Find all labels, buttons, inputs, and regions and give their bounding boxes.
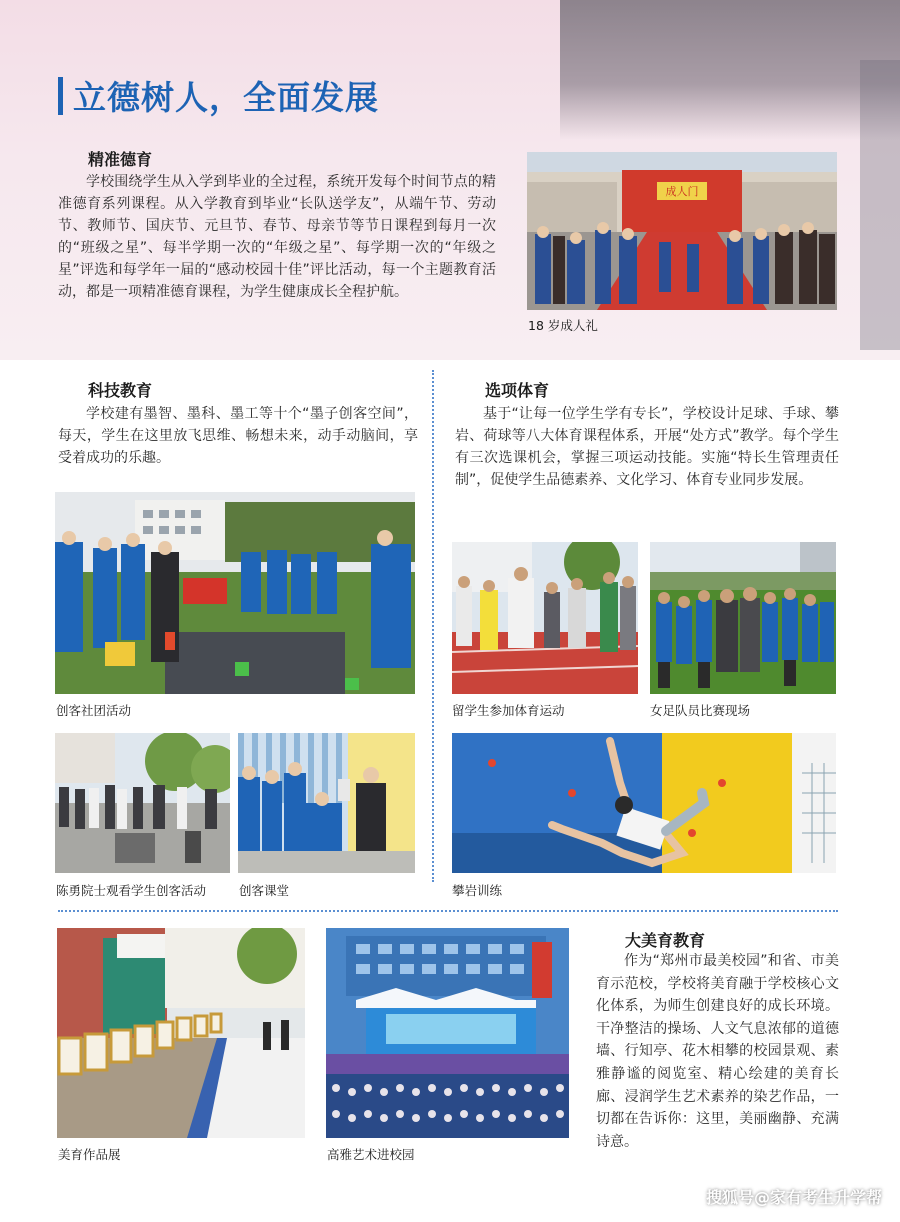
rock-climbing-training-photo	[452, 733, 836, 873]
section-title-moral: 精准德育	[88, 150, 153, 169]
caption-girls-football: 女足队员比赛现场	[650, 703, 751, 718]
art-performance-photo	[326, 928, 569, 1138]
page-header	[58, 72, 379, 119]
column-divider	[432, 370, 434, 882]
caption-maker-club: 创客社团活动	[56, 703, 132, 718]
section-title-sports: 选项体育	[485, 381, 550, 400]
caption-rock-climbing: 攀岩训练	[452, 883, 503, 898]
coming-of-age-ceremony-photo	[527, 152, 837, 310]
girls-football-match-photo	[650, 542, 836, 694]
maker-club-activity-photo	[55, 492, 415, 694]
caption-maker-classroom: 创客课堂	[239, 883, 290, 898]
international-students-sports-photo	[452, 542, 638, 694]
caption-art-exhibition: 美育作品展	[58, 1147, 121, 1162]
academician-visit-photo	[55, 733, 230, 873]
caption-coming-of-age: 18 岁成人礼	[528, 318, 598, 333]
caption-academician-visit: 陈勇院士观看学生创客活动	[56, 883, 207, 898]
gate-sign-text: 成人门	[665, 185, 699, 198]
caption-international-students: 留学生参加体育运动	[452, 703, 565, 718]
page-title: 立德树人，全面发展	[73, 78, 379, 117]
backdrop-pillar	[860, 60, 900, 350]
sports-paragraph: 基于“让每一位学生学有专长”，学校设计足球、手球、攀岩、荷球等八大体育课程体系，开展“处方式”教学。每个学生有三次选课机会，掌握三项运动技能。实施“特长生管理责任制”，促使学生品德素养、文化学习、体育专业同步发展。	[455, 406, 839, 488]
maker-classroom-photo	[238, 733, 415, 873]
tech-paragraph: 学校建有墨智、墨科、墨工等十个“墨子创客空间”，每天，学生在这里放飞思维、畅想未来，动手动脑间，享受着成功的乐趣。	[58, 406, 418, 466]
arts-paragraph: 作为“郑州市最美校园”和省、市美育示范校，学校将美育融于学校核心文化体系，为师生创建良好的成长环境。干净整洁的操场、人文气息浓郁的道德墙、行知亭、花木相攀的校园景观、素雅静谧的阅览室、精心绘建的美育长廊、浸润学生艺术素养的染艺作品，一切都在告诉你：这里，美丽幽静、充满诗意。	[596, 953, 839, 1150]
caption-art-performance: 高雅艺术进校园	[327, 1147, 415, 1162]
header-accent-bar	[58, 77, 63, 115]
section-title-arts: 大美育教育	[625, 931, 706, 950]
section-divider	[58, 910, 838, 912]
moral-paragraph: 学校围绕学生从入学到毕业的全过程，系统开发每个时间节点的精准德育系列课程。从入学教育到毕业“长队送学友”，从端午节、劳动节、教师节、国庆节、元旦节、春节、母亲节等节日课程到每月一次的“班级之星”、每半学期一次的“年级之星”、每学期一次的“年级之星”评选和每学年一届的“感动校园十佳”评比活动，每一个主题教育活动，都是一项精准德育课程，为学生健康成长全程护航。	[58, 174, 496, 300]
stage-lights-backdrop	[560, 0, 900, 140]
source-watermark: 搜狐号@家有考生升学帮	[705, 1188, 882, 1207]
art-works-exhibition-photo	[57, 928, 305, 1138]
section-title-tech: 科技教育	[88, 381, 153, 400]
